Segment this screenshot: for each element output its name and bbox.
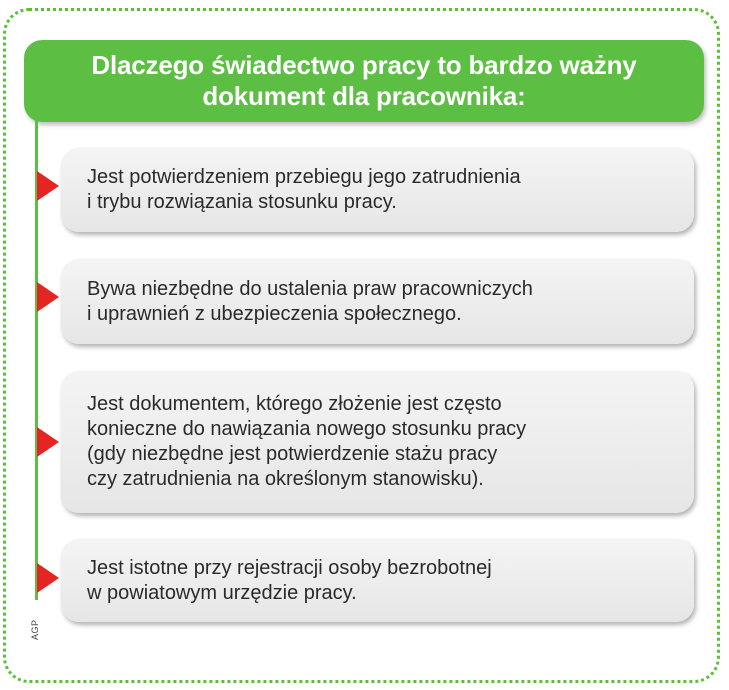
info-card-text: Bywa niezbędne do ustalenia praw pracowniczych i uprawnień z ubezpieczenia społecznego. (87, 277, 533, 325)
info-card-4 (61, 539, 694, 622)
header-banner (24, 40, 704, 122)
arrow-marker-icon (37, 282, 59, 312)
arrow-marker-icon (37, 563, 59, 593)
header-title: Dlaczego świadectwo pracy to bardzo ważny dokument dla pracownika: (91, 50, 637, 111)
info-card-1 (61, 148, 694, 232)
info-card-text: Jest dokumentem, którego złożenie jest często konieczne do nawiązania nowego stosunku pracy (gdy niezbędne jest potwierdzenie stażu pracy czy zatrudnienia na określonym stanowisku). (87, 393, 527, 490)
arrow-marker-icon (37, 427, 59, 457)
info-card-2 (61, 259, 694, 344)
info-card-3 (61, 371, 694, 513)
arrow-marker-icon (37, 171, 59, 201)
info-card-text: Jest potwierdzeniem przebiegu jego zatrudnienia i trybu rozwiązania stosunku pracy. (87, 166, 521, 213)
info-card-text: Jest istotne przy rejestracji osoby bezrobotnej w powiatowym urzędzie pracy. (87, 556, 492, 604)
source-credit: AGP (30, 619, 40, 640)
